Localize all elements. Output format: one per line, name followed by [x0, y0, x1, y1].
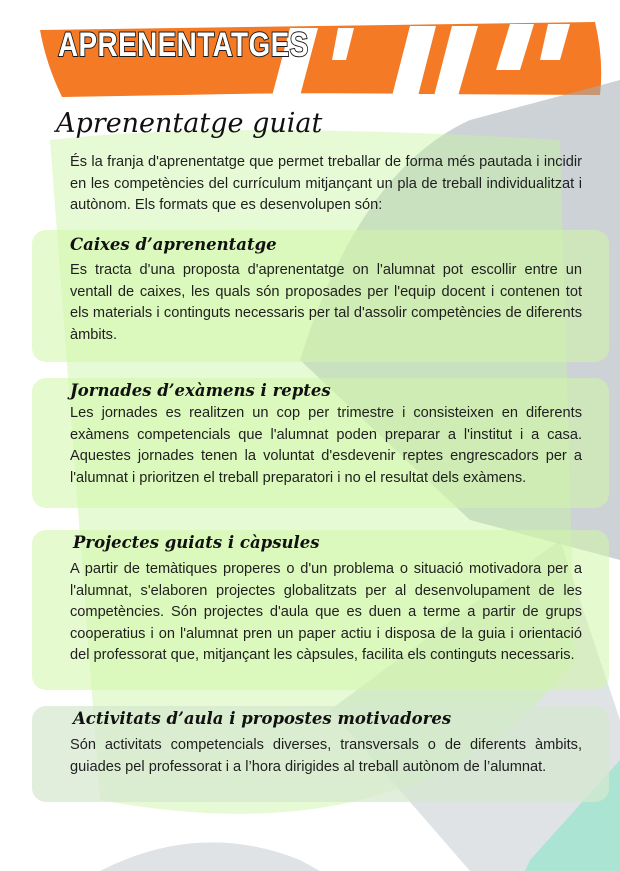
card-body-projectes: A partir de temàtiques properes o d'un problema o situació motivadora per a l'alumnat, s'elaboren projectes globalitzats per al desenvolupament de les competències. Són projectes d'aula que es duen a terme a partir de grups cooperatius i on l'alumnat pren un paper actiu i disposa de la guia i orientació del professorat que, mitjançant les càpsules, facilita els continguts necessaris. [70, 561, 582, 663]
header-title: APRENENTATGES [58, 26, 309, 64]
card-title-jornades: Jornades d’exàmens i reptes [70, 381, 331, 400]
page-title: Aprenentatge guiat [56, 108, 323, 139]
intro-paragraph: És la franja d'aprenentatge que permet treballar de forma més pautada i incidir en les competències del currículum mitjançant un pla de treball individualitzat i autònom. Els formats que es desenvolupen són: [70, 154, 582, 213]
card-title-projectes: Projectes guiats i càpsules [73, 533, 320, 552]
grey-corner [100, 842, 320, 871]
card-body-activitats: Són activitats competencials diverses, transversals o de diferents àmbits, guiades pel professorat i a l’hora dirigides al treball autònom de l’alumnat. [70, 737, 582, 775]
card-title-caixes: Caixes d’aprenentatge [70, 235, 277, 254]
card-title-activitats: Activitats d’aula i propostes motivadores [73, 709, 452, 728]
card-body-caixes: Es tracta d'una proposta d'aprenentatge on l'alumnat pot escollir entre un ventall de caixes, les quals són proposades per l'equip docent i contenen tot els materials i continguts necessaris per tal d'assolir competències de diferents àmbits. [70, 262, 582, 343]
card-body-jornades: Les jornades es realitzen un cop per trimestre i consisteixen en diferents exàmens competencials que l'alumnat poden preparar a l'institut i a casa. Aquestes jornades tenen la voluntat d'esdevenir reptes engrescadors per a l'alumnat i prioritzen el treball preparatori i no el resultat dels exàmens. [70, 405, 582, 486]
